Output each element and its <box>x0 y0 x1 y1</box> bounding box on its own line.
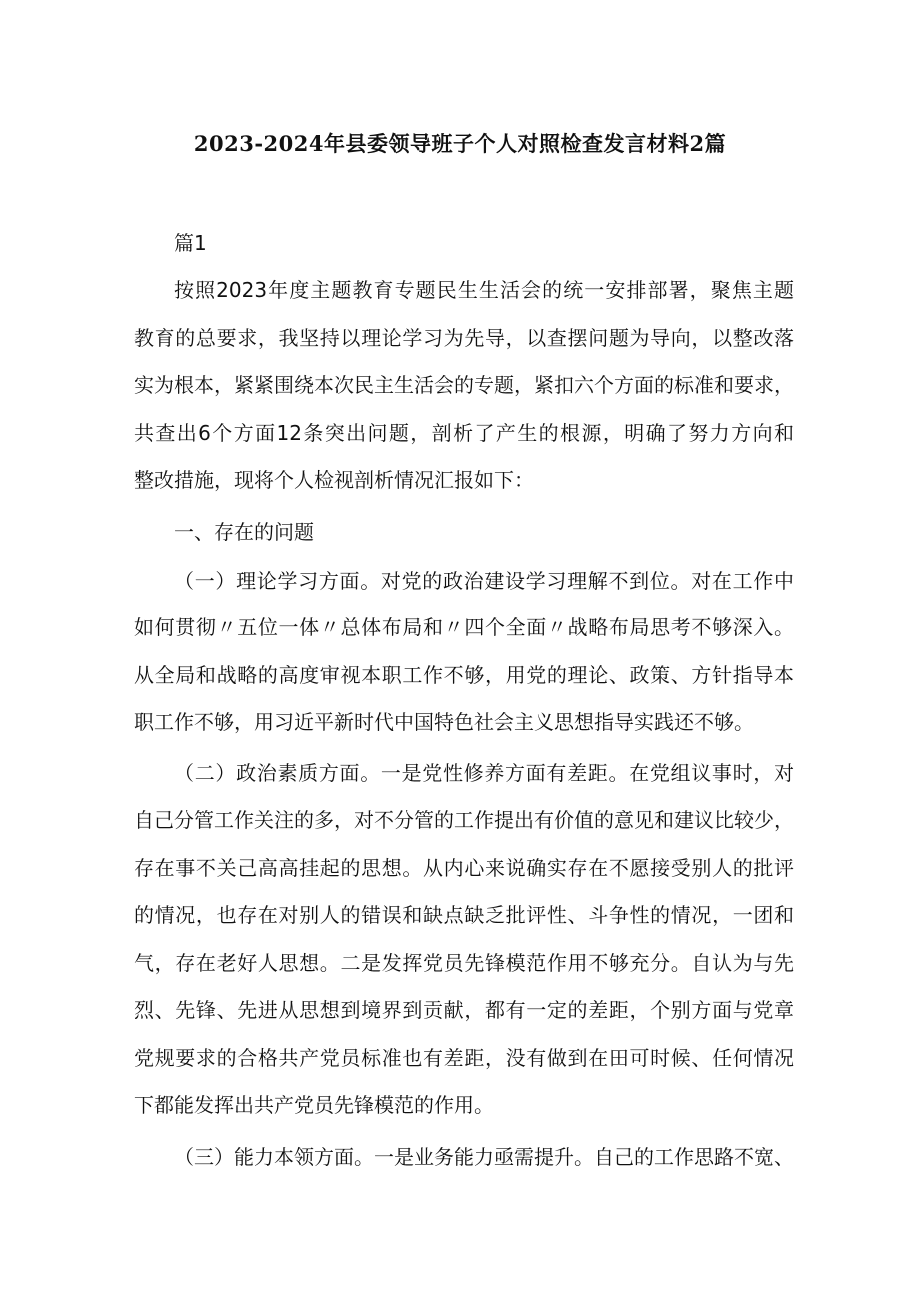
paragraph-line: 烈、先锋、先进从思想到境界到贡献，都有一定的差距，个别方面与党章 <box>134 998 794 1022</box>
paragraph-line: （一）理论学习方面。对党的政治建设学习理解不到位。对在工作中 <box>174 569 794 593</box>
paragraph-line: 实为根本，紧紧围绕本次民主生活会的专题，紧扣六个方面的标准和要求， <box>134 373 794 397</box>
paragraph-line: 的情况，也存在对别人的错误和缺点缺乏批评性、斗争性的情况，一团和 <box>134 903 794 927</box>
paragraph-line: 存在事不关己高高挂起的思想。从内心来说确实存在不愿接受别人的批评 <box>134 856 794 880</box>
paragraph-line: 党规要求的合格共产党员标准也有差距，没有做到在田可时候、任何情况 <box>134 1046 794 1070</box>
paragraph-line: 教育的总要求，我坚持以理论学习为先导，以查摆问题为导向，以整改落 <box>134 326 794 350</box>
section-heading: 一、存在的问题 <box>174 520 314 544</box>
paragraph-line: 下都能发挥出共产党员先锋模范的作用。 <box>134 1093 494 1117</box>
paragraph-line: （二）政治素质方面。一是党性修养方面有差距。在党组议事时，对 <box>174 761 794 785</box>
section-label: 篇1 <box>174 231 207 255</box>
paragraph-line: 如何贯彻〃五位一体〃总体布局和〃四个全面〃战略布局思考不够深入。 <box>134 615 794 639</box>
paragraph-line: 自己分管工作关注的多，对不分管的工作提出有价值的意见和建议比较少， <box>134 808 794 832</box>
paragraph-line: 职工作不够，用习近平新时代中国特色社会主义思想指导实践还不够。 <box>134 710 754 734</box>
paragraph-line: 整改措施，现将个人检视剖析情况汇报如下： <box>134 468 534 492</box>
paragraph-line: 按照2023年度主题教育专题民生生活会的统一安排部署，聚焦主题 <box>174 278 794 302</box>
paragraph-line: 气，存在老好人思想。二是发挥党员先锋模范作用不够充分。自认为与先 <box>134 951 794 975</box>
paragraph-line: （三）能力本领方面。一是业务能力亟需提升。自己的工作思路不宽、 <box>174 1145 794 1169</box>
paragraph-line: 从全局和战略的高度审视本职工作不够，用党的理论、政策、方针指导本 <box>134 663 794 687</box>
paragraph-line: 共查出6个方面12条突出问题，剖析了产生的根源，明确了努力方向和 <box>134 421 794 445</box>
document-title: 2023-2024年县委领导班子个人对照检查发言材料2篇 <box>193 131 727 156</box>
